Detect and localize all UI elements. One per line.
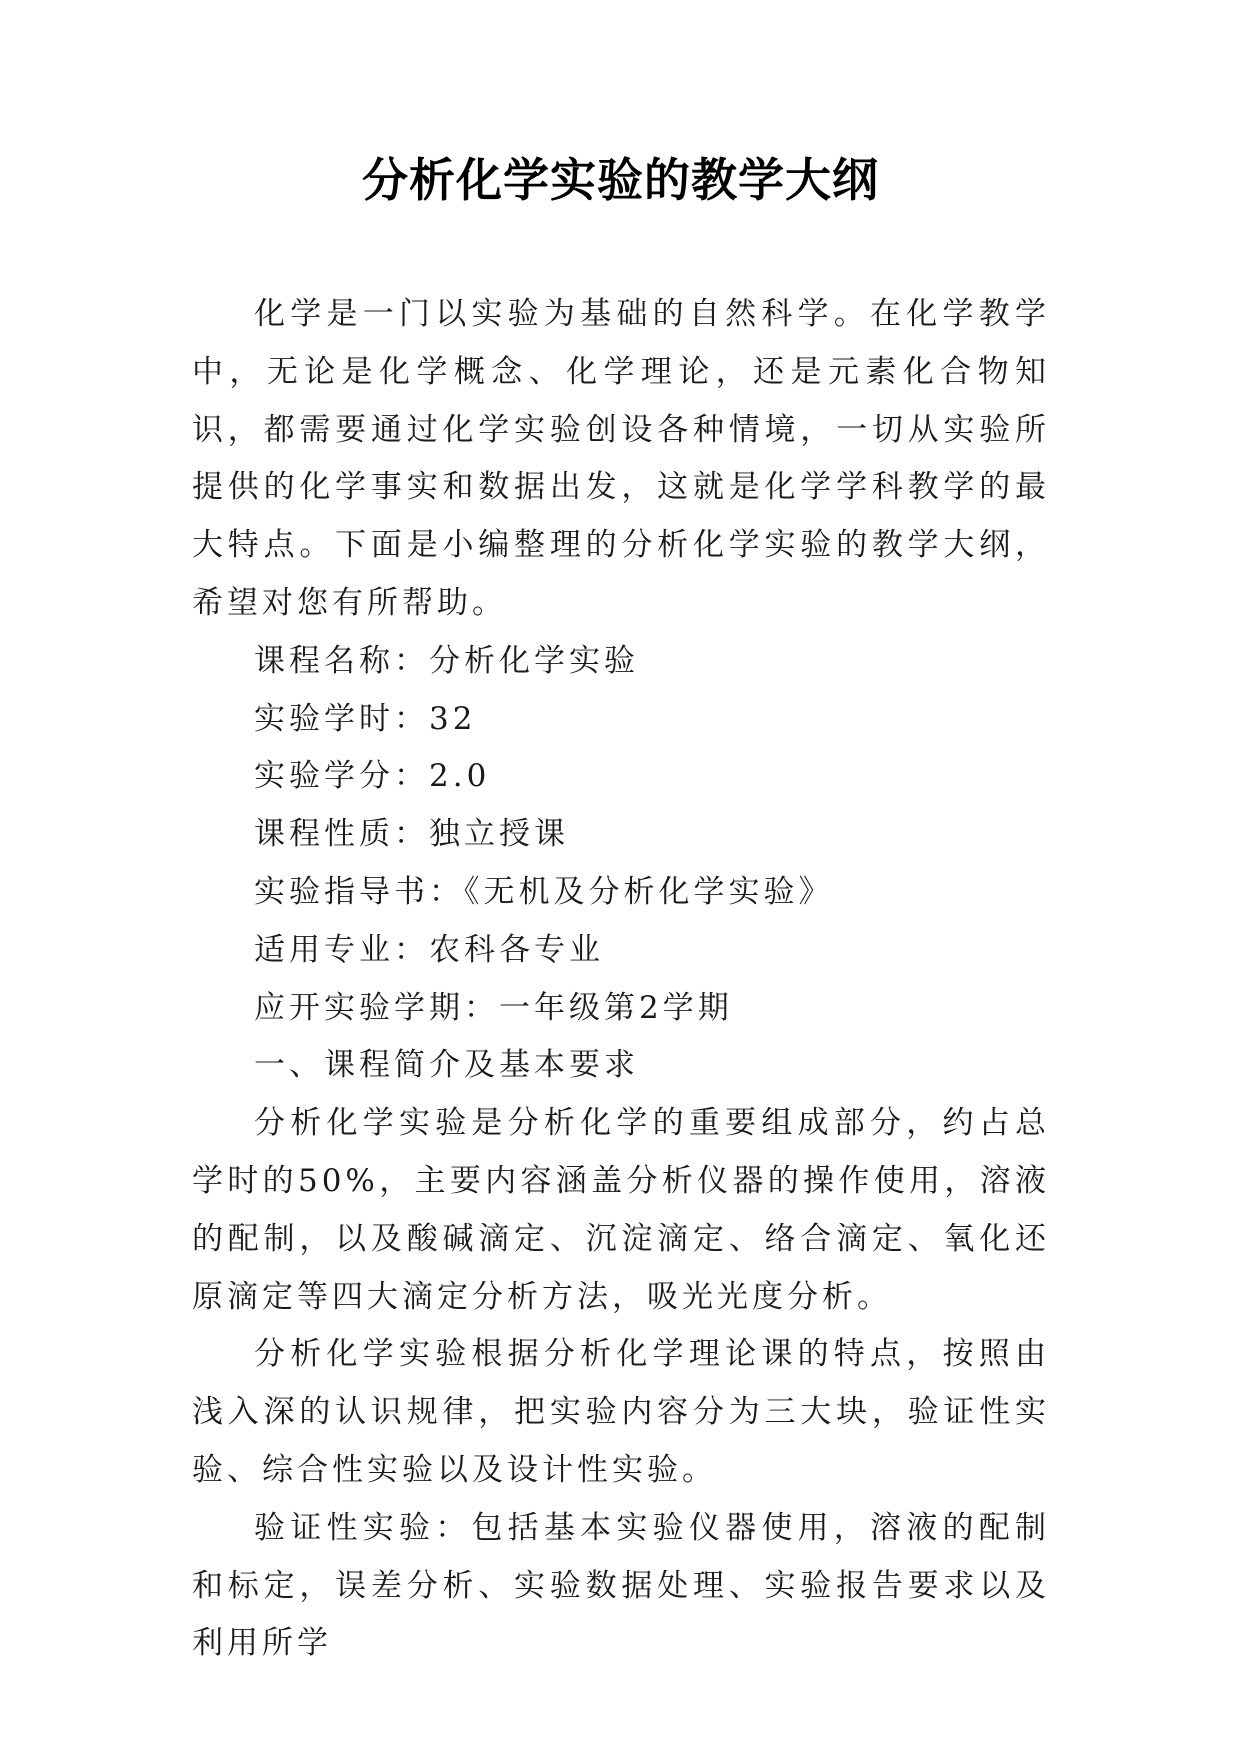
semester-line: 应开实验学期：一年级第2学期 — [254, 989, 733, 1026]
body-paragraph: 分析化学实验根据分析化学理论课的特点，按照由浅入深的认识规律，把实验内容分为三大块，验证性实验、综合性实验以及设计性实验。 — [192, 1336, 1050, 1488]
course-name-line: 课程名称：分析化学实验 — [254, 642, 639, 679]
lab-guidebook-line: 实验指导书：《无机及分析化学实验》 — [254, 873, 834, 910]
document-title: 分析化学实验的教学大纲 — [362, 153, 879, 207]
intro-paragraph: 化学是一门以实验为基础的自然科学。在化学教学中，无论是化学概念、化学理论，还是元素化合物知识，都需要通过化学实验创设各种情境，一切从实验所提供的化学事实和数据出发，这就是化学学科教学的最大特点。下面是小编整理的分析化学实验的教学大纲，希望对您有所帮助。 — [192, 296, 1050, 621]
body-paragraph: 分析化学实验是分析化学的重要组成部分，约占总学时的50%，主要内容涵盖分析仪器的操作使用，溶液的配制，以及酸碱滴定、沉淀滴定、络合滴定、氧化还原滴定等四大滴定分析方法，吸光光度分析。 — [192, 1105, 1050, 1315]
lab-hours-line: 实验学时：32 — [254, 700, 477, 737]
lab-credits-line: 实验学分：2.0 — [254, 758, 491, 795]
body-paragraph: 验证性实验：包括基本实验仪器使用，溶液的配制和标定，误差分析、实验数据处理、实验报告要求以及利用所学 — [192, 1509, 1050, 1662]
applicable-major-line: 适用专业：农科各专业 — [254, 931, 604, 968]
course-nature-line: 课程性质：独立授课 — [254, 816, 569, 853]
section-heading: 一、课程简介及基本要求 — [254, 1047, 639, 1084]
document-body — [192, 286, 1050, 1673]
